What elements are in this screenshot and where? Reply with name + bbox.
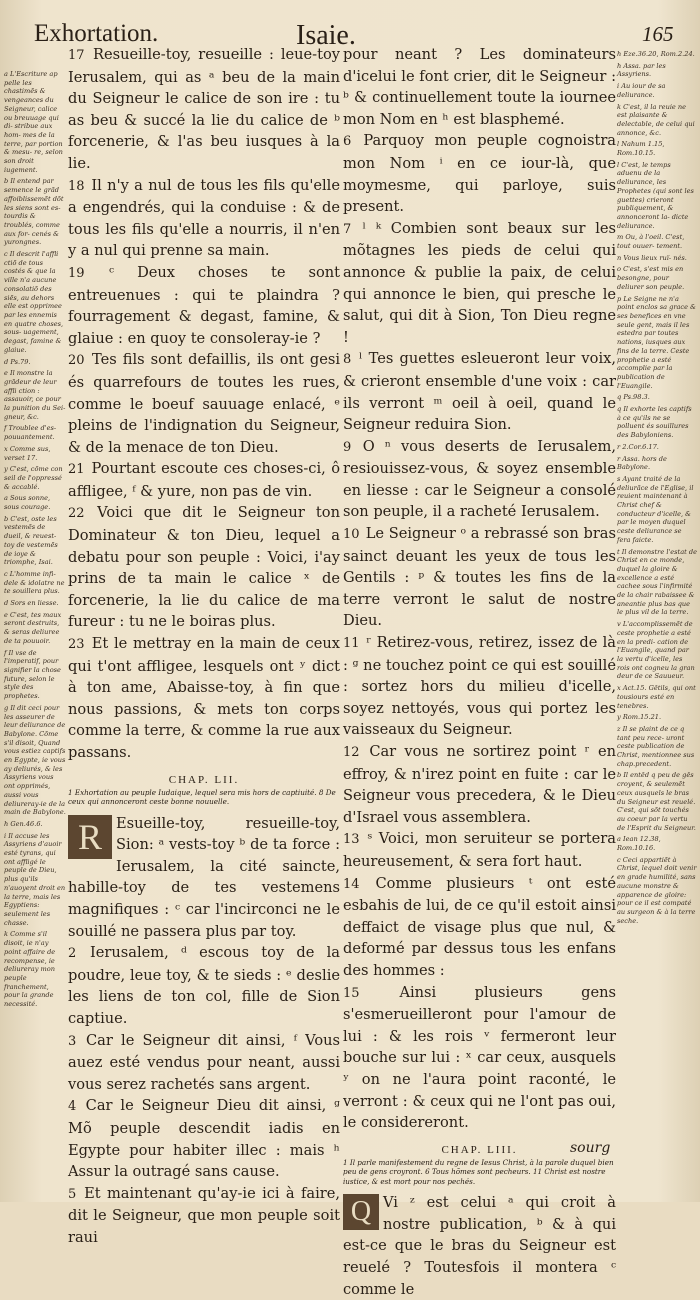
header-left: Exhortation.	[34, 20, 159, 47]
chapter-heading-52: CHAP. LII.	[168, 773, 240, 786]
verse-text: ˡ ᵏ Combien sont beaux sur les mõtagnes les pieds de celui qui annonce & publie la paix, de celui qui annonce le bien, qui presche le salut, qui dit à Sion, Ton Dieu regne !	[343, 219, 616, 346]
verse-number: 18	[68, 178, 90, 194]
verse	[68, 502, 340, 633]
header-center: Isaie.	[296, 20, 356, 51]
verse	[68, 942, 340, 1029]
right-margin-notes	[617, 50, 697, 928]
verse-number: 2	[68, 946, 89, 962]
verse	[68, 262, 340, 349]
verse-text: Ainsi plusieurs gens s'esmerueilleront pour l'amour de lui : & les rois ᵛ fermeront leur bouche sur lui : ˣ car ceux, ausquels ʸ on ne l'aura point raconté, le verront : & ceux qui ne l'ont pas oui, le considereront.	[343, 983, 616, 1132]
verse-text: pour neant ? Les dominateurs d'icelui le font crier, dit le Seigneur : ᵇ & continuellement toute la iournee mon Nom en ʰ est blasphemé.	[343, 46, 616, 128]
verse	[68, 175, 340, 262]
verse	[68, 1183, 340, 1249]
verse-text: Car vous ne sortirez point ʳ en effroy, & n'irez point en fuite : car le Seigneur vous precedera, & le Dieu d'Israel vous assemblera.	[343, 743, 616, 826]
margin-note: d Ps.79.	[4, 357, 31, 366]
verse	[343, 632, 616, 741]
margin-note: y Rom.15.21.	[617, 713, 662, 722]
margin-note: v L'accomplissemẽt de ceste prophetie a esté en la predi- cation de l'Euangile, quand par la vertu d'icelle, les rois ont cogneu la gran deur de ce Sauueur.	[617, 620, 695, 681]
verse-number: 12	[343, 745, 368, 760]
margin-note: s Ayant traité de la deliurãce de l'Eglise, il reuient maintenant à Christ chef & conducteur d'icelle, & par le moyen duquel ceste deliurance se fera faicte.	[617, 474, 694, 544]
verse-text: Comme plusieurs ᵗ ont esté esbahis de lui, de ce qu'il estoit ainsi deffaict de visage plus que nul, & deformé par dessus tous les enfans des hommes :	[343, 874, 616, 979]
verse-number: 20	[68, 353, 91, 369]
margin-note: i Au iour de sa deliurance.	[617, 82, 666, 99]
verse-number: 23	[68, 637, 90, 653]
margin-note: z Il se plaint de ce q tant peu rece- uront ceste publication de Christ, mentionnee sus chap.precedent.	[617, 724, 695, 768]
margin-note: r Assa. hors de Babylone.	[617, 454, 667, 472]
margin-note: f Troublee d'es- pouuantement.	[4, 424, 57, 442]
verse	[343, 741, 616, 828]
margin-note: a Sous sonne, sous courage.	[4, 494, 51, 512]
margin-note: a Iean 12.38, Rom.10.16.	[617, 835, 661, 853]
verses-chapter-53	[343, 1192, 616, 1300]
drop-cap: R	[68, 815, 112, 859]
verse-number: 8	[343, 352, 357, 368]
verse-number: 22	[68, 506, 96, 522]
verse	[68, 813, 340, 943]
margin-note: m Ou, à l'oeil. C'est, tout ouuer- tement.	[617, 233, 685, 251]
margin-note: x Comme sus, verset 17.	[4, 444, 51, 462]
margin-note: y C'est, cõme con seil de l'oppressé & accablé.	[4, 465, 63, 491]
verse-text: Tes fils sont defaillis, ils ont gesi és quarrefours de toutes les rues, comme le boeuf sauuage enlacé, ᵉ pleins de l'indignation du Seigneur, & de la menace de ton Dieu.	[68, 351, 340, 456]
verse	[68, 458, 340, 502]
verse-text: Resueille-toy, resueille : leue-toy Ierusalem, qui as ᵃ beu de la main du Seigneur le calice de son ire : tu as beu & succé la lie du calice de ᵇ forcenerie, & l'as beu iusques à la lie.	[68, 46, 340, 172]
column-right	[343, 44, 616, 1300]
margin-note: d Sors en liesse.	[4, 599, 59, 608]
column-left	[68, 44, 340, 1248]
verse-text: O ⁿ vous deserts de Ierusalem, resiouissez-vous, & soyez ensemble en liesse : car le Seigneur a consolé son peuple, il a racheté Ierusalem.	[343, 437, 616, 521]
verse-number: 17	[68, 48, 91, 63]
verse-number: 4	[68, 1099, 84, 1115]
margin-note: x Act.15. Gētils, qui ont tousiours esté en tenebres.	[617, 684, 696, 710]
chapter-heading-53: CHAP. LIII.	[441, 1143, 518, 1156]
margin-note: t Il demonstre l'estat de Christ en ce monde, duquel la gloire & excellence a esté cachee sous l'infirmité de la chair rabaissee & aneantie plus bas que le plus vil de la terre.	[617, 547, 697, 617]
margin-note: o C'est, s'est mis en besongne, pour deliurer son peuple.	[617, 265, 685, 291]
margin-note: i Il accuse les Assyriens d'auoir esté tyrans, qui ont affligé le peuple de Dieu, plus qu'ils n'auoyent droit en la terre, mais les Egyptiens: seulement les chasse.	[4, 831, 66, 927]
margin-note: b C'est, oste les vestemẽs de dueil, & reuest-toy de vestemẽs de ioye & triomphe, Isai.	[4, 514, 58, 567]
verse-number: 14	[343, 876, 374, 892]
chapter-summary-52: 1 Exhortation au peuple Iudaique, lequel sera mis hors de captiuité. 8 De ceux qui annonceront ceste bonne nouuelle.	[68, 787, 336, 807]
verse-text: Il n'y a nul de tous les fils qu'elle a engendrés, qui la conduise : & de tous les fils qu'elle a nourris, il n'en y a nul qui prenne sa main.	[68, 176, 340, 260]
margin-note: h Gen.46.6.	[4, 819, 43, 828]
verse-text: ˢ Voici, mon seruiteur se portera heureusement, & sera fort haut.	[343, 830, 616, 870]
verse-text: Voici que dit le Seigneur ton Dominateur & ton Dieu, lequel a debatu pour son peuple : Voici, i'ay prins de ta main le calice ˣ de forcenerie, la lie du calice de ma fureur : tu ne le boiras plus.	[68, 504, 340, 631]
margin-note: l C'est, le temps aduenu de la deliurance, les Prophetes (qui sont les guettes) crieront publiquement, & annonceront la- dicte deliurance.	[617, 160, 694, 230]
verses-chapter-51	[68, 44, 340, 764]
verse-number: 15	[343, 985, 398, 1001]
verse	[343, 130, 616, 217]
margin-note: p Le Seigne ne n'a point enclos sa grace & ses benefices en vne seule gent, mais il les estedra par toutes nations, iusques aux fins de la terre. Ceste prophetie a esté accomplie par la publication de l'Euangile.	[617, 294, 696, 390]
margin-note: q Ps.98.3.	[617, 393, 650, 402]
verse-number: 21	[68, 462, 90, 478]
margin-note: b Il entēd q peu de gēs croyent, & seulemẽt ceux ausquels le bras du Seigneur est reuelé. C'est, qui sõt touchés au coeur par la vertu de l'Esprit du Seigneur.	[617, 771, 696, 832]
margin-note: q Il exhorte les captifs à ce qu'ils ne se polluent és souillures des Babyloniens.	[617, 405, 692, 440]
verse-text: Ierusalem, ᵈ escous toy de la poudre, leue toy, & te sieds : ᵉ deslie les liens de ton col, fille de Sion captiue.	[68, 944, 341, 1027]
verse	[343, 1192, 616, 1300]
verse	[343, 873, 616, 982]
verse	[68, 1030, 340, 1096]
verse	[343, 982, 616, 1134]
verse-number: 9	[343, 439, 361, 455]
margin-note: a L'Escriture ap pelle les chastimẽs & vengeances du Seigneur, calice ou breuuage qui di- stribue aux hom- mes de la terre, par portion & mesu- re, selon son droit iugement.	[4, 70, 63, 174]
verse	[343, 523, 616, 632]
verse	[343, 218, 616, 349]
verse-number: 13	[343, 832, 366, 848]
verse-text: Pourtant escoute ces choses-ci, ô affligee, ᶠ & yure, non pas de vin.	[68, 460, 340, 500]
left-margin-notes	[4, 70, 66, 1012]
verse	[68, 1095, 340, 1182]
page-number: 165	[642, 22, 674, 46]
margin-note: n Vous lieux ruï- nés.	[617, 253, 687, 262]
margin-note: r 2.Cor.6.17.	[617, 442, 659, 451]
margin-note: k C'est, il la reuie ne est plaisante & delectable, de celui qui annonce, &c.	[617, 102, 695, 137]
margin-note: b Il entend par semence le grãd affoiblissemẽt dõt les siens sont es- tourdis & troublés, comme aux for- cenés & yurongnes.	[4, 177, 64, 247]
margin-note: c Il descrit l'affli ctiõ de tous costés & que la ville n'a aucune consolatiõ des siẽs, au dehors elle est opprimee par les ennemis en quatre choses, sous- uagement, degast, famine & glaiue.	[4, 250, 64, 354]
verse-text: Car le Seigneur dit ainsi, ᶠ Vous auez esté vendus pour neant, aussi vous serez rachetés sans argent.	[68, 1031, 340, 1093]
verse	[68, 349, 340, 458]
margin-note: f Il vse de l'imperatif, pour signifier la chose future, selon le style des prophetes.	[4, 648, 61, 701]
verse-text: Et le mettray en la main de ceux qui t'ont affligee, lesquels ont ʸ dict à ton ame, Abaisse-toy, à fin que nous passions, & mets ton corps comme la terre, & comme la rue aux passans.	[68, 635, 340, 761]
verse-text: ᶜ Deux choses te sont entreuenues : qui te plaindra ? fourragement & degast, famine, & glaiue : en quoy te consoleray-ie ?	[68, 263, 340, 347]
verse	[68, 633, 340, 764]
verse	[343, 348, 616, 435]
verses-chapter-52-cont	[343, 44, 616, 1134]
margin-note: e Il monstre la grãdeur de leur affli ction : assauoir, ce pour la punition du Sei- gneur, &c.	[4, 369, 66, 421]
margin-note: h Assa. par les Assyriens.	[617, 61, 666, 79]
verse-number: 11	[343, 636, 365, 652]
verse-text: Esueille-toy, resueille-toy, Sion: ᵃ vests-toy ᵇ de ta force : Ierusalem, la cité saincte, habille-toy de tes vestemens magnifiques : ᶜ car l'incirconci ne le souillé ne passera plus par toy.	[68, 814, 340, 940]
verse-number: 10	[343, 527, 364, 543]
verses-chapter-52	[68, 813, 340, 1249]
verse	[343, 44, 616, 130]
verse-number: 19	[68, 265, 108, 281]
verse-number: 6	[343, 134, 362, 150]
verse	[68, 44, 340, 175]
chapter-summary-53: 1 Il parle manifestement du regne de Iesus Christ, à la parole duquel bien peu de gens croyront. 6 Tous hõmes sont pecheurs. 11 Christ est nostre iustice, & est mort pour nos pechés.	[343, 1157, 614, 1186]
verse-number: 5	[68, 1186, 83, 1202]
verse-text: Vi ᶻ est celui ᵃ qui croit à nostre publication, ᵇ & à qui est-ce que le bras du Seigneur est reuelé ? Toutesfois il montera ᶜ comme le	[343, 1194, 616, 1298]
verse-text: ʳ Retirez-vous, retirez, issez de là : ᵍ ne touchez point ce qui est souillé : sortez hors du milieu d'icelle, soyez nettoyés, vous qui portez les vaisseaux du Seigneur.	[343, 634, 616, 739]
drop-cap: Q	[343, 1194, 379, 1230]
verse-text: Et maintenant qu'ay-ie ici à faire, dit le Seigneur, que mon peuple soit raui	[68, 1184, 340, 1246]
verse	[343, 436, 616, 523]
margin-note: l Nahum 1.15, Rom.10.15.	[617, 140, 665, 158]
verse-text: ˡ Tes guettes esleueront leur voix, & crieront ensemble d'une voix : car ils verront ᵐ oeil à oeil, quand le Seigneur reduira Sion.	[343, 350, 617, 434]
margin-note: e C'est, tes maux seront destruits, & seras deliuree de ta pouuoir.	[4, 610, 62, 645]
verse-text: Le Seigneur ᵒ a rebrassé son bras sainct deuant les yeux de tous les Gentils : ᵖ & toutes les fins de la terre verront le salut de nostre Dieu.	[343, 525, 616, 630]
margin-note: k Comme s'il disoit, ie n'ay point affaire de recompense, ie deliureray mon peuple franchement, pour la grande necessité.	[4, 930, 56, 1009]
margin-note: g Il dit ceci pour les asseurer de leur deliurance de Babylone. Cõme s'il disoit, Quand vous estiez captifs en Egypte, ie vous ay deliurés, & les Assyriens vous ont opprimés, aussi vous deliureray-ie de la main de Babylone.	[4, 703, 66, 817]
margin-note: c L'homme infi- dele & idolatre ne te souillera plus.	[4, 569, 65, 596]
margin-note: c Ceci appartiẽt à Christ, lequel doit venir en grade humilité, sans aucune monstre & apparence de gloire: pour ce il est compaté au surgeon & à la terre seche.	[617, 855, 697, 925]
verse-text: Parquoy mon peuple cognoistra mon Nom ⁱ en ce iour-là, que moymesme, qui parloye, suis present.	[343, 132, 617, 216]
verse-text: Car le Seigneur Dieu dit ainsi, ᵍ Mõ peuple descendit iadis en Egypte pour habiter illec : mais ʰ Assur la outragé sans cause.	[68, 1097, 340, 1181]
margin-note: h Eze.36.20, Rom.2.24.	[617, 50, 695, 58]
verse-number: 3	[68, 1033, 84, 1049]
verse	[343, 828, 616, 872]
catchword: sourg	[570, 1140, 611, 1156]
verse-number: 7	[343, 221, 361, 237]
